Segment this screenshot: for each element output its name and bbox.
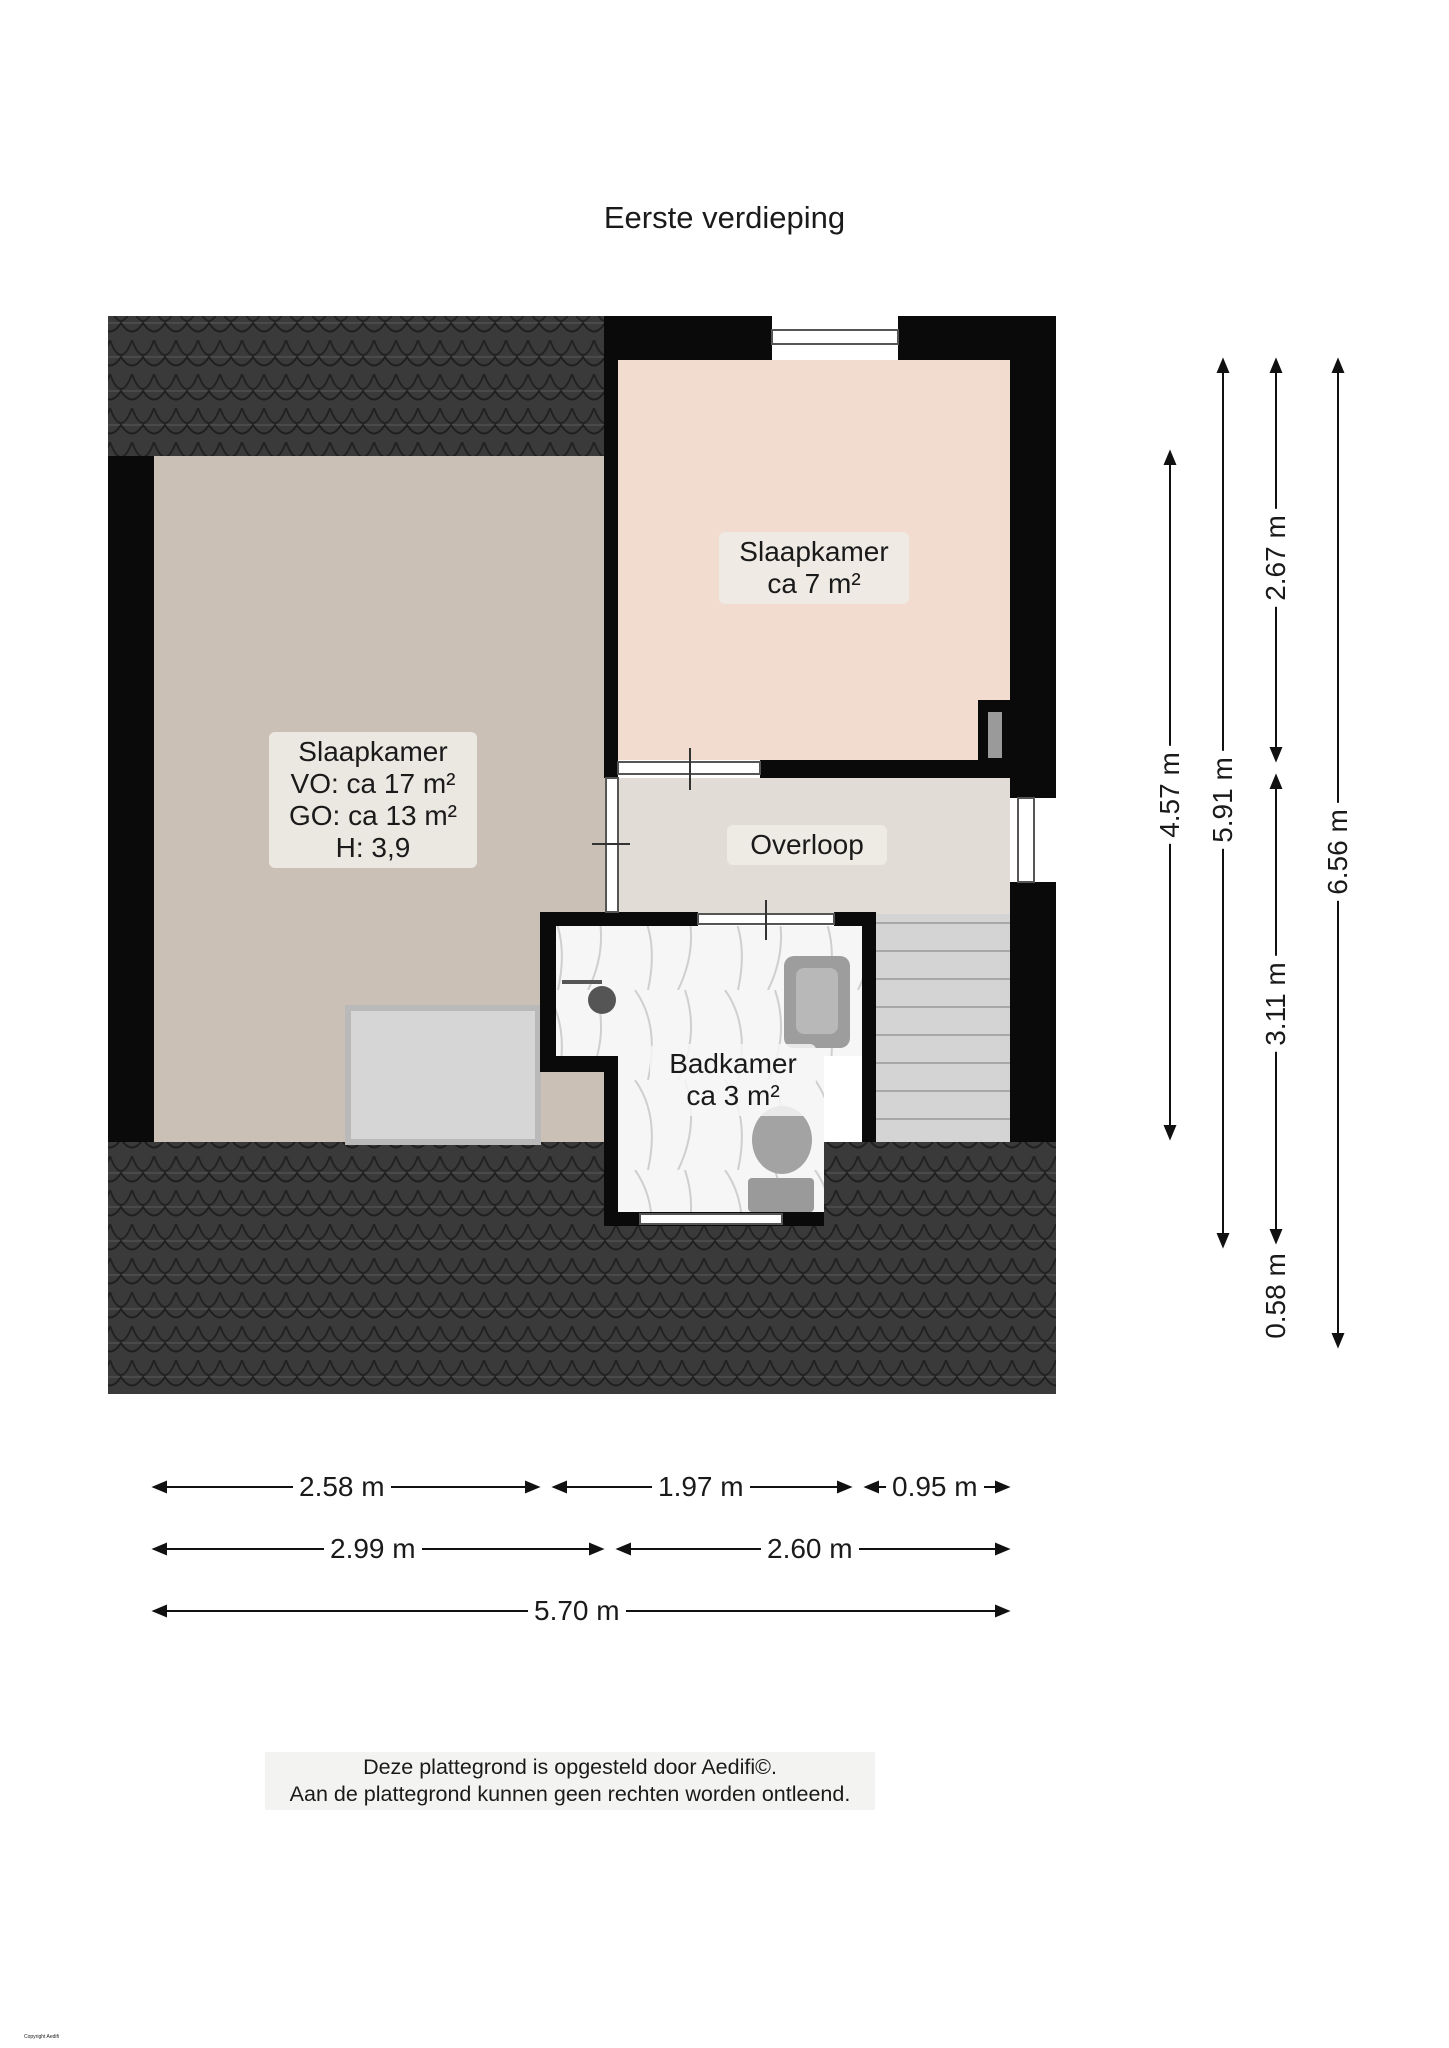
window-top <box>772 330 898 344</box>
disclaimer <box>265 1752 875 1810</box>
bedroom-large-height: H: 3,9 <box>335 832 411 863</box>
disclaimer-line-2: Aan de plattegrond kunnen geen rechten worden ontleend. <box>289 1782 851 1806</box>
wall-bath-left-lower <box>604 1056 618 1226</box>
label-bathroom <box>650 1044 816 1116</box>
dim-h-0-95: 0.95 m <box>886 1471 984 1503</box>
disclaimer-line-1: Deze plattegrond is opgesteld door Aedifi©. <box>363 1755 777 1779</box>
wall-right-upper <box>1010 316 1056 798</box>
dim-h-2-58: 2.58 m <box>293 1471 391 1503</box>
wall-bath-top-left <box>540 912 698 926</box>
bedroom-large-name: Slaapkamer <box>298 736 448 767</box>
window-right <box>1018 798 1034 882</box>
copyright-note: Copyright Aedifi <box>24 2034 60 2040</box>
bedroom-large-go: GO: ca 13 m² <box>288 800 458 831</box>
floor-title: Eerste verdieping <box>603 200 846 235</box>
toilet <box>752 1106 812 1174</box>
wall-bedroom-landing <box>760 760 1010 778</box>
wall-top-left <box>604 316 772 360</box>
dim-h-5-70: 5.70 m <box>528 1595 626 1627</box>
wall-bath-left <box>540 912 556 1070</box>
label-bedroom-small <box>719 532 909 604</box>
window-bathroom <box>640 1214 782 1224</box>
wall-bath-right <box>862 912 876 1142</box>
dim-v-6-56: 6.56 m <box>1322 803 1354 901</box>
dim-h-2-60: 2.60 m <box>761 1533 859 1565</box>
dim-v-2-67: 2.67 m <box>1260 509 1292 607</box>
dim-v-4-57: 4.57 m <box>1154 746 1186 844</box>
roof-top-left <box>108 316 604 456</box>
label-landing <box>727 825 887 865</box>
landing-name: Overloop <box>750 829 864 860</box>
stairs <box>870 914 1010 1142</box>
bathroom-area: ca 3 m² <box>686 1080 780 1111</box>
wall-mid-vertical <box>604 360 618 778</box>
dim-v-3-11: 3.11 m <box>1260 956 1292 1052</box>
dim-h-2-99: 2.99 m <box>324 1533 422 1565</box>
roof-bottom <box>108 1142 1056 1394</box>
wall-outer-left <box>108 456 154 1142</box>
shower-head <box>588 986 616 1014</box>
dim-h-1-97: 1.97 m <box>652 1471 750 1503</box>
bedroom-large-vo: VO: ca 17 m² <box>290 768 456 799</box>
label-bedroom-large <box>269 732 477 868</box>
bedroom-small-area: ca 7 m² <box>767 568 861 599</box>
dim-v-5-91: 5.91 m <box>1207 751 1239 849</box>
bedroom-small-name: Slaapkamer <box>739 536 889 567</box>
storage-box <box>348 1008 538 1142</box>
wall-right-lower <box>1010 882 1056 1142</box>
dim-v-0-58: 0.58 m <box>1260 1247 1292 1345</box>
bathroom-name: Badkamer <box>669 1048 797 1079</box>
